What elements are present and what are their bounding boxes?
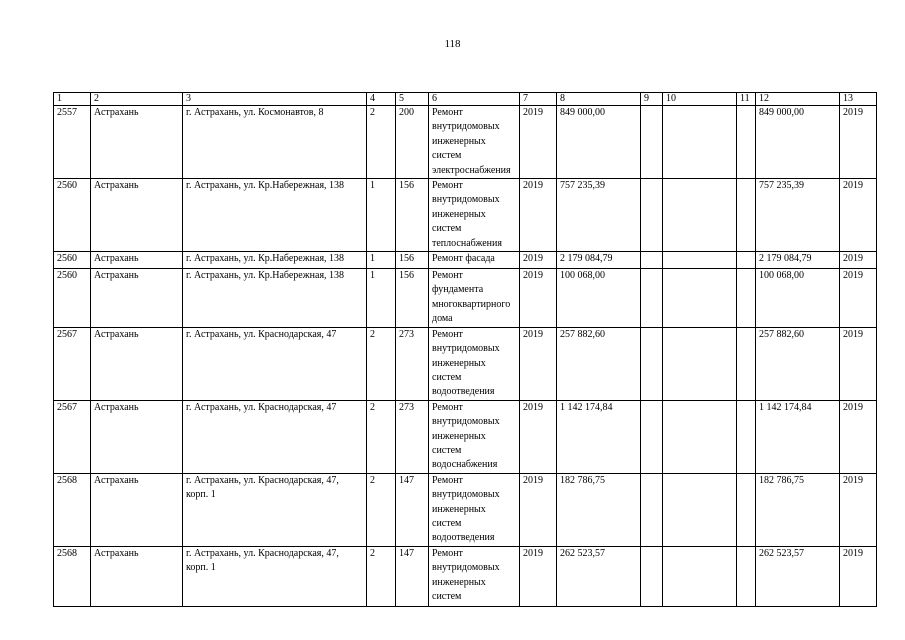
year-cell: 2019	[520, 546, 557, 606]
municipality-cell: Астрахань	[91, 106, 183, 179]
year-cell: 2019	[520, 269, 557, 328]
page-number: 118	[444, 38, 461, 50]
object-number-cell: 2567	[54, 327, 91, 400]
col9-cell	[641, 327, 663, 400]
completion-year-cell: 2019	[840, 252, 877, 269]
data-table	[53, 92, 877, 607]
column-header: 5	[396, 93, 429, 106]
col10-cell	[663, 179, 737, 252]
area-cell: 200	[396, 106, 429, 179]
completion-year-cell: 2019	[840, 106, 877, 179]
col10-cell	[663, 106, 737, 179]
column-header: 10	[663, 93, 737, 106]
work-type-cell: Ремонт фундамента многоквартирного дома	[429, 269, 520, 328]
area-cell: 156	[396, 269, 429, 328]
category-cell: 1	[367, 269, 396, 328]
total-cell: 257 882,60	[756, 327, 840, 400]
area-cell: 273	[396, 400, 429, 473]
total-cell: 100 068,00	[756, 269, 840, 328]
col9-cell	[641, 400, 663, 473]
col10-cell	[663, 400, 737, 473]
col11-cell	[737, 400, 756, 473]
header-row	[54, 93, 877, 106]
total-cell: 1 142 174,84	[756, 400, 840, 473]
total-cell: 757 235,39	[756, 179, 840, 252]
col10-cell	[663, 252, 737, 269]
area-cell: 273	[396, 327, 429, 400]
col11-cell	[737, 327, 756, 400]
cost-cell: 100 068,00	[557, 269, 641, 328]
column-header: 12	[756, 93, 840, 106]
object-number-cell: 2567	[54, 400, 91, 473]
col9-cell	[641, 179, 663, 252]
address-cell: г. Астрахань, ул. Краснодарская, 47, корп. 1	[183, 546, 367, 606]
municipality-cell: Астрахань	[91, 473, 183, 546]
column-header: 4	[367, 93, 396, 106]
completion-year-cell: 2019	[840, 546, 877, 606]
work-type-cell: Ремонт внутридомовых инженерных систем водоотведения	[429, 327, 520, 400]
column-header: 11	[737, 93, 756, 106]
col9-cell	[641, 106, 663, 179]
cost-cell: 262 523,57	[557, 546, 641, 606]
table-row	[54, 473, 877, 546]
address-cell: г. Астрахань, ул. Кр.Набережная, 138	[183, 179, 367, 252]
total-cell: 262 523,57	[756, 546, 840, 606]
col11-cell	[737, 179, 756, 252]
cost-cell: 849 000,00	[557, 106, 641, 179]
column-header: 8	[557, 93, 641, 106]
table-row	[54, 252, 877, 269]
completion-year-cell: 2019	[840, 473, 877, 546]
year-cell: 2019	[520, 400, 557, 473]
cost-cell: 182 786,75	[557, 473, 641, 546]
total-cell: 182 786,75	[756, 473, 840, 546]
cost-cell: 2 179 084,79	[557, 252, 641, 269]
table-row	[54, 106, 877, 179]
column-header: 1	[54, 93, 91, 106]
object-number-cell: 2560	[54, 179, 91, 252]
object-number-cell: 2557	[54, 106, 91, 179]
cost-cell: 757 235,39	[557, 179, 641, 252]
cost-cell: 1 142 174,84	[557, 400, 641, 473]
column-header: 2	[91, 93, 183, 106]
address-cell: г. Астрахань, ул. Кр.Набережная, 138	[183, 252, 367, 269]
year-cell: 2019	[520, 327, 557, 400]
area-cell: 156	[396, 179, 429, 252]
work-type-cell: Ремонт внутридомовых инженерных систем водоснабжения	[429, 400, 520, 473]
year-cell: 2019	[520, 252, 557, 269]
work-type-cell: Ремонт фасада	[429, 252, 520, 269]
column-header: 13	[840, 93, 877, 106]
object-number-cell: 2560	[54, 269, 91, 328]
municipality-cell: Астрахань	[91, 546, 183, 606]
column-header: 3	[183, 93, 367, 106]
object-number-cell: 2568	[54, 546, 91, 606]
table-row	[54, 546, 877, 606]
year-cell: 2019	[520, 473, 557, 546]
municipality-cell: Астрахань	[91, 400, 183, 473]
category-cell: 2	[367, 106, 396, 179]
col9-cell	[641, 269, 663, 328]
completion-year-cell: 2019	[840, 269, 877, 328]
column-header: 6	[429, 93, 520, 106]
completion-year-cell: 2019	[840, 179, 877, 252]
area-cell: 147	[396, 546, 429, 606]
category-cell: 2	[367, 400, 396, 473]
col11-cell	[737, 106, 756, 179]
address-cell: г. Астрахань, ул. Кр.Набережная, 138	[183, 269, 367, 328]
col10-cell	[663, 473, 737, 546]
col11-cell	[737, 252, 756, 269]
municipality-cell: Астрахань	[91, 179, 183, 252]
total-cell: 2 179 084,79	[756, 252, 840, 269]
table-row	[54, 327, 877, 400]
category-cell: 1	[367, 179, 396, 252]
municipality-cell: Астрахань	[91, 252, 183, 269]
cost-cell: 257 882,60	[557, 327, 641, 400]
area-cell: 147	[396, 473, 429, 546]
category-cell: 2	[367, 546, 396, 606]
col9-cell	[641, 473, 663, 546]
completion-year-cell: 2019	[840, 400, 877, 473]
municipality-cell: Астрахань	[91, 327, 183, 400]
address-cell: г. Астрахань, ул. Краснодарская, 47	[183, 327, 367, 400]
work-type-cell: Ремонт внутридомовых инженерных систем теплоснабжения	[429, 179, 520, 252]
work-type-cell: Ремонт внутридомовых инженерных систем электроснабжения	[429, 106, 520, 179]
col10-cell	[663, 327, 737, 400]
address-cell: г. Астрахань, ул. Космонавтов, 8	[183, 106, 367, 179]
table-row	[54, 179, 877, 252]
col9-cell	[641, 252, 663, 269]
column-header: 7	[520, 93, 557, 106]
object-number-cell: 2560	[54, 252, 91, 269]
area-cell: 156	[396, 252, 429, 269]
address-cell: г. Астрахань, ул. Краснодарская, 47, корп. 1	[183, 473, 367, 546]
category-cell: 2	[367, 327, 396, 400]
table-row	[54, 269, 877, 328]
address-cell: г. Астрахань, ул. Краснодарская, 47	[183, 400, 367, 473]
col10-cell	[663, 546, 737, 606]
col11-cell	[737, 546, 756, 606]
col10-cell	[663, 269, 737, 328]
work-type-cell: Ремонт внутридомовых инженерных систем	[429, 546, 520, 606]
object-number-cell: 2568	[54, 473, 91, 546]
col9-cell	[641, 546, 663, 606]
year-cell: 2019	[520, 106, 557, 179]
col11-cell	[737, 269, 756, 328]
category-cell: 2	[367, 473, 396, 546]
work-type-cell: Ремонт внутридомовых инженерных систем водоотведения	[429, 473, 520, 546]
year-cell: 2019	[520, 179, 557, 252]
table-row	[54, 400, 877, 473]
category-cell: 1	[367, 252, 396, 269]
column-header: 9	[641, 93, 663, 106]
total-cell: 849 000,00	[756, 106, 840, 179]
completion-year-cell: 2019	[840, 327, 877, 400]
municipality-cell: Астрахань	[91, 269, 183, 328]
col11-cell	[737, 473, 756, 546]
